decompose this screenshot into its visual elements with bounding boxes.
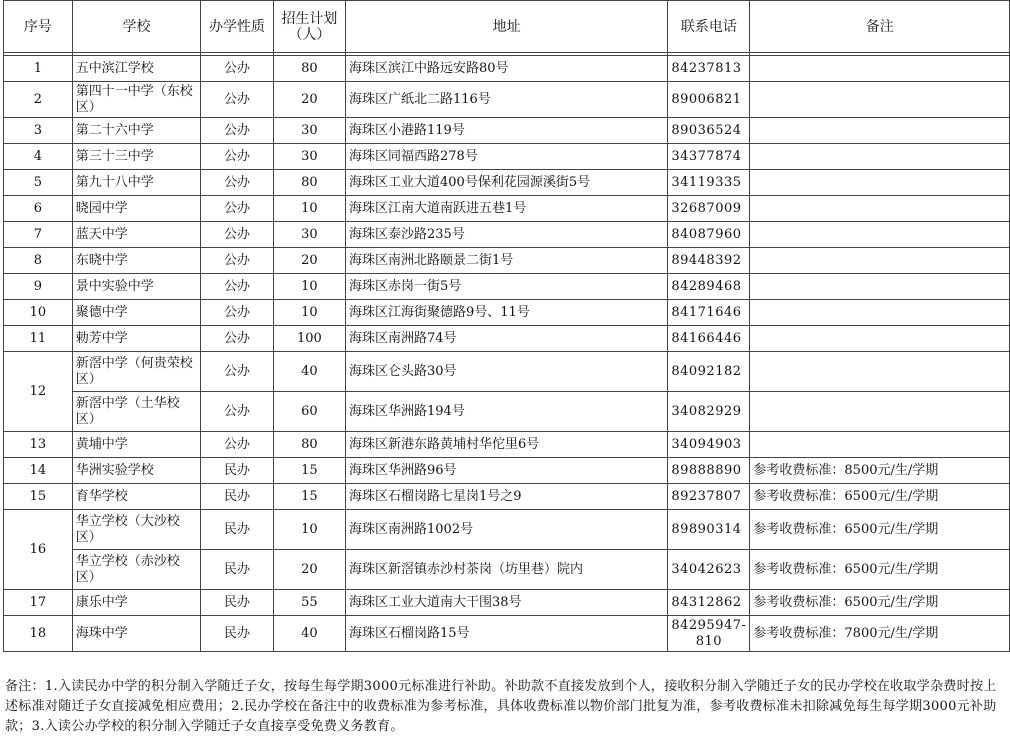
cell-remark [750, 326, 1010, 352]
table-row [4, 616, 1010, 652]
cell-address: 海珠区工业大道400号保利花园源溪街5号 [346, 170, 668, 196]
cell-quota: 80 [273, 56, 345, 82]
cell-quota: 40 [273, 352, 345, 392]
enrollment-table [3, 0, 1010, 652]
cell-nature: 公办 [201, 274, 274, 300]
cell-school: 第四十一中学（东校区） [72, 82, 200, 118]
cell-address: 海珠区同福西路278号 [346, 144, 668, 170]
cell-phone: 34119335 [668, 170, 750, 196]
cell-phone: 89006821 [668, 82, 750, 118]
table-row [4, 590, 1010, 616]
cell-quota: 15 [273, 458, 345, 484]
cell-nature: 公办 [201, 196, 274, 222]
cell-phone: 89448392 [668, 248, 750, 274]
cell-school: 育华学校 [72, 484, 200, 510]
cell-no: 4 [4, 144, 73, 170]
table-row [4, 326, 1010, 352]
cell-phone: 84312862 [668, 590, 750, 616]
cell-remark [750, 300, 1010, 326]
table-row [4, 144, 1010, 170]
header-address: 地址 [346, 1, 668, 53]
header-phone: 联系电话 [668, 1, 750, 53]
cell-quota: 20 [273, 248, 345, 274]
cell-remark [750, 352, 1010, 392]
cell-phone: 84289468 [668, 274, 750, 300]
cell-no: 12 [4, 352, 73, 432]
cell-remark [750, 392, 1010, 432]
cell-no: 10 [4, 300, 73, 326]
footnote: 备注：1.入读民办中学的积分制入学随迁子女，按每生每学期3000元标准进行补助。补助款不直接发放到个人，接收积分制入学随迁子女的民办学校在收取学杂费时按上述标准对随迁子女直接减免相应费用；2.民办学校在备注中的收费标准为参考标准，具体收费标准以物价部门批复为准，参考收费标准未扣除减免每生每学期3000元补助款；3.入读公办学校的积分制入学随迁子女直接享受免费义务教育。 [5, 679, 997, 734]
cell-quota: 100 [273, 326, 345, 352]
table-row [4, 484, 1010, 510]
cell-remark: 参考收费标准：6500元/生/学期 [750, 550, 1010, 590]
cell-school: 第九十八中学 [72, 170, 200, 196]
table-row [4, 56, 1010, 82]
cell-address: 海珠区赤岗一街5号 [346, 274, 668, 300]
cell-phone: 34094903 [668, 432, 750, 458]
cell-school: 勅芳中学 [72, 326, 200, 352]
cell-remark [750, 222, 1010, 248]
cell-quota: 80 [273, 170, 345, 196]
cell-address: 海珠区南洲北路颐景二街1号 [346, 248, 668, 274]
cell-nature: 公办 [201, 248, 274, 274]
cell-nature: 公办 [201, 352, 274, 392]
cell-phone: 89888890 [668, 458, 750, 484]
table-row [4, 510, 1010, 550]
cell-phone: 89036524 [668, 118, 750, 144]
table-row [4, 432, 1010, 458]
cell-address: 海珠区滨江中路远安路80号 [346, 56, 668, 82]
cell-address: 海珠区工业大道南大干围38号 [346, 590, 668, 616]
cell-remark [750, 170, 1010, 196]
cell-remark [750, 248, 1010, 274]
cell-no: 6 [4, 196, 73, 222]
cell-address: 海珠区仑头路30号 [346, 352, 668, 392]
cell-school: 新滘中学（土华校区） [72, 392, 200, 432]
cell-nature: 公办 [201, 300, 274, 326]
table-row [4, 248, 1010, 274]
cell-phone: 89890314 [668, 510, 750, 550]
cell-quota: 15 [273, 484, 345, 510]
cell-remark [750, 196, 1010, 222]
cell-school: 五中滨江学校 [72, 56, 200, 82]
cell-nature: 民办 [201, 484, 274, 510]
cell-address: 海珠区石榴岗路15号 [346, 616, 668, 652]
cell-address: 海珠区江海街聚德路9号、11号 [346, 300, 668, 326]
cell-phone: 84087960 [668, 222, 750, 248]
cell-quota: 10 [273, 510, 345, 550]
table-row [4, 118, 1010, 144]
cell-remark [750, 432, 1010, 458]
cell-remark: 参考收费标准：6500元/生/学期 [750, 484, 1010, 510]
cell-address: 海珠区华洲路194号 [346, 392, 668, 432]
cell-quota: 40 [273, 616, 345, 652]
cell-quota: 60 [273, 392, 345, 432]
cell-remark: 参考收费标准：7800元/生/学期 [750, 616, 1010, 652]
header-quota: 招生计划（人） [273, 1, 345, 53]
cell-remark: 参考收费标准：6500元/生/学期 [750, 590, 1010, 616]
cell-school: 景中实验中学 [72, 274, 200, 300]
table-row [4, 82, 1010, 118]
cell-remark [750, 144, 1010, 170]
header-row [4, 1, 1010, 53]
cell-school: 蓝天中学 [72, 222, 200, 248]
cell-remark [750, 118, 1010, 144]
cell-remark: 参考收费标准：6500元/生/学期 [750, 510, 1010, 550]
cell-nature: 公办 [201, 118, 274, 144]
header-no: 序号 [4, 1, 73, 53]
cell-school: 华立学校（赤沙校区） [72, 550, 200, 590]
cell-quota: 30 [273, 144, 345, 170]
cell-phone: 34377874 [668, 144, 750, 170]
cell-quota: 10 [273, 196, 345, 222]
table-row [4, 274, 1010, 300]
header-remark: 备注 [750, 1, 1010, 53]
table-row [4, 196, 1010, 222]
cell-remark [750, 274, 1010, 300]
cell-remark [750, 82, 1010, 118]
cell-no: 1 [4, 56, 73, 82]
cell-school: 新滘中学（何贵荣校区） [72, 352, 200, 392]
cell-nature: 公办 [201, 432, 274, 458]
cell-phone: 84092182 [668, 352, 750, 392]
cell-school: 黄埔中学 [72, 432, 200, 458]
cell-school: 海珠中学 [72, 616, 200, 652]
cell-address: 海珠区新滘镇赤沙村茶岗（坊里巷）院内 [346, 550, 668, 590]
cell-nature: 公办 [201, 222, 274, 248]
cell-phone: 84166446 [668, 326, 750, 352]
cell-no: 5 [4, 170, 73, 196]
cell-nature: 公办 [201, 326, 274, 352]
cell-school: 康乐中学 [72, 590, 200, 616]
cell-address: 海珠区小港路119号 [346, 118, 668, 144]
cell-nature: 民办 [201, 550, 274, 590]
cell-quota: 20 [273, 82, 345, 118]
cell-school: 第二十六中学 [72, 118, 200, 144]
cell-quota: 30 [273, 222, 345, 248]
cell-nature: 公办 [201, 170, 274, 196]
cell-nature: 公办 [201, 82, 274, 118]
cell-school: 聚德中学 [72, 300, 200, 326]
cell-school: 华立学校（大沙校区） [72, 510, 200, 550]
cell-phone: 84171646 [668, 300, 750, 326]
cell-no: 14 [4, 458, 73, 484]
cell-phone: 34042623 [668, 550, 750, 590]
table-row [4, 392, 1010, 432]
cell-no: 11 [4, 326, 73, 352]
cell-nature: 民办 [201, 590, 274, 616]
cell-quota: 30 [273, 118, 345, 144]
cell-phone: 89237807 [668, 484, 750, 510]
cell-nature: 公办 [201, 392, 274, 432]
cell-no: 9 [4, 274, 73, 300]
cell-no: 3 [4, 118, 73, 144]
table-row [4, 550, 1010, 590]
cell-school: 华洲实验学校 [72, 458, 200, 484]
cell-remark: 参考收费标准：8500元/生/学期 [750, 458, 1010, 484]
table-row [4, 352, 1010, 392]
cell-quota: 80 [273, 432, 345, 458]
cell-nature: 公办 [201, 56, 274, 82]
cell-school: 东晓中学 [72, 248, 200, 274]
cell-nature: 公办 [201, 144, 274, 170]
header-nature: 办学性质 [201, 1, 274, 53]
cell-address: 海珠区华洲路96号 [346, 458, 668, 484]
cell-quota: 55 [273, 590, 345, 616]
cell-phone: 84237813 [668, 56, 750, 82]
cell-school: 晓园中学 [72, 196, 200, 222]
cell-quota: 20 [273, 550, 345, 590]
cell-phone: 32687009 [668, 196, 750, 222]
cell-no: 7 [4, 222, 73, 248]
cell-no: 13 [4, 432, 73, 458]
cell-nature: 民办 [201, 616, 274, 652]
cell-no: 18 [4, 616, 73, 652]
table-row [4, 222, 1010, 248]
cell-quota: 10 [273, 274, 345, 300]
cell-address: 海珠区江南大道南跃进五巷1号 [346, 196, 668, 222]
cell-address: 海珠区新港东路黄埔村华佗里6号 [346, 432, 668, 458]
cell-phone: 34082929 [668, 392, 750, 432]
cell-quota: 10 [273, 300, 345, 326]
header-school: 学校 [72, 1, 200, 53]
cell-no: 16 [4, 510, 73, 590]
cell-no: 8 [4, 248, 73, 274]
cell-no: 15 [4, 484, 73, 510]
table-row [4, 170, 1010, 196]
cell-remark [750, 56, 1010, 82]
cell-address: 海珠区石榴岗路七星岗1号之9 [346, 484, 668, 510]
cell-address: 海珠区南洲路1002号 [346, 510, 668, 550]
table-row [4, 300, 1010, 326]
cell-nature: 民办 [201, 510, 274, 550]
cell-nature: 民办 [201, 458, 274, 484]
cell-address: 海珠区南洲路74号 [346, 326, 668, 352]
cell-address: 海珠区泰沙路235号 [346, 222, 668, 248]
cell-phone: 84295947-810 [668, 616, 750, 652]
table-row [4, 458, 1010, 484]
cell-no: 2 [4, 82, 73, 118]
cell-no: 17 [4, 590, 73, 616]
cell-address: 海珠区广纸北二路116号 [346, 82, 668, 118]
cell-school: 第三十三中学 [72, 144, 200, 170]
